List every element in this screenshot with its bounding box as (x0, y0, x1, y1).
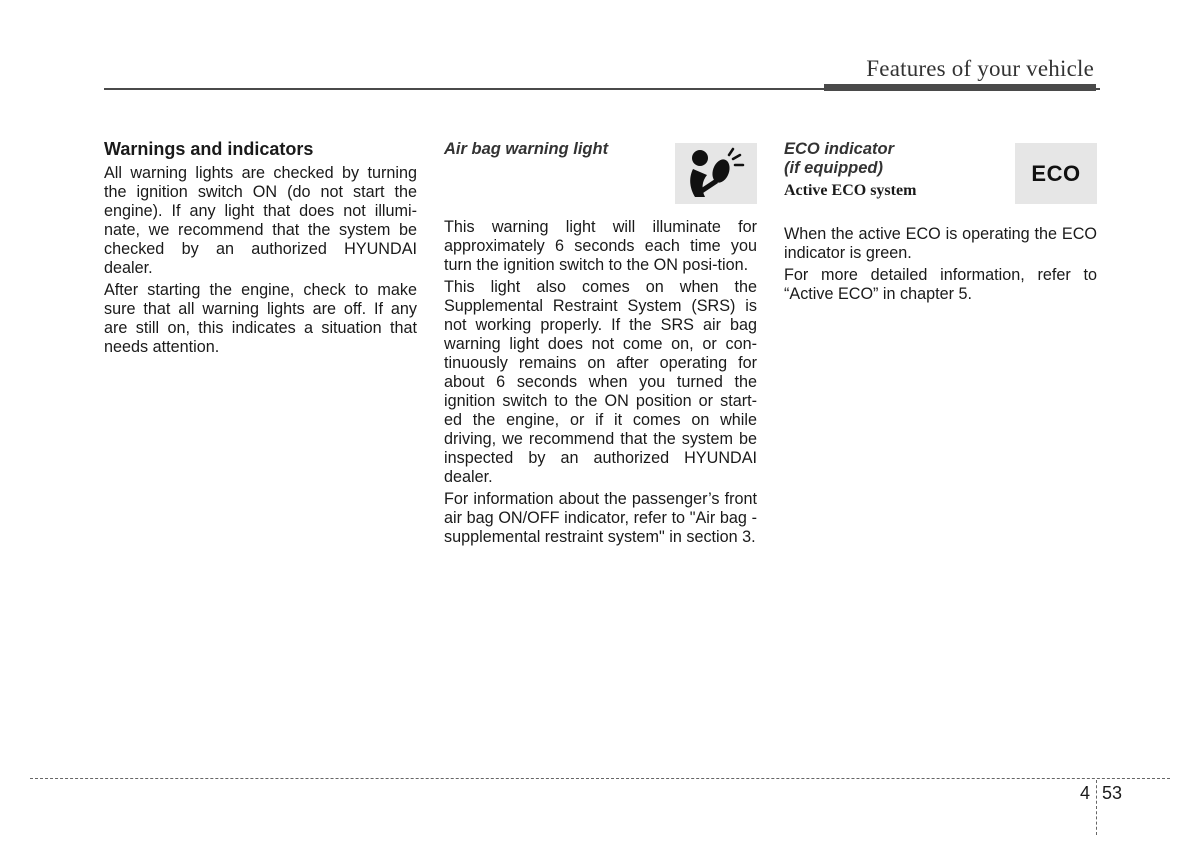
eco-indicator-box (1015, 143, 1097, 204)
column-airbag (444, 138, 757, 550)
page-chapter: 4 (1079, 783, 1090, 803)
column-warnings (104, 138, 417, 360)
section-heading-airbag: Air bag warning light (444, 140, 609, 158)
airbag-heading-block (444, 140, 757, 206)
eco-subheading: Active ECO system (784, 182, 917, 199)
header-rule-accent (824, 84, 1096, 91)
paragraph: This light also comes on when the Supplemental Restraint System (SRS) is not working properly. If the SRS air bag warning light does not come on, or con-tinuously remains on after operating for about 6 seconds when you turned the ignition switch to the ON position or start-ed the engine, or if it comes on while driving, we recommend that the system be inspected by an authorized HYUNDAI dealer. (444, 278, 757, 486)
paragraph: For more detailed information, refer to “Active ECO” in chapter 5. (784, 266, 1097, 303)
eco-heading-block (784, 140, 1097, 206)
airbag-person-icon (685, 147, 747, 201)
section-heading-eco-equipped: (if equipped) (784, 159, 883, 177)
eco-icon: ECO (1031, 161, 1081, 186)
footer-divider (1096, 780, 1097, 835)
page-number: 53 (1102, 783, 1123, 803)
section-heading-warnings: Warnings and indicators (104, 139, 314, 159)
section-heading-eco: ECO indicator (784, 140, 895, 158)
header-title: Features of your vehicle (866, 56, 1094, 81)
airbag-indicator-box (675, 143, 757, 204)
column-eco (784, 138, 1097, 307)
paragraph: When the active ECO is operating the ECO indicator is green. (784, 225, 1097, 262)
paragraph: All warning lights are checked by turning the ignition switch ON (do not start the engine). If any light that does not illumi-nate, we recommend that the system be checked by an authorized HYUNDAI dealer. (104, 164, 417, 277)
paragraph: For information about the passenger’s front air bag ON/OFF indicator, refer to "Air bag - supplemental restraint system" in section 3. (444, 490, 757, 546)
footer-rule (30, 778, 1170, 779)
paragraph: This warning light will illuminate for approximately 6 seconds each time you turn the ignition switch to the ON posi-tion. (444, 218, 757, 274)
paragraph: After starting the engine, check to make sure that all warning lights are off. If any are still on, this indicates a situation that needs attention. (104, 281, 417, 356)
